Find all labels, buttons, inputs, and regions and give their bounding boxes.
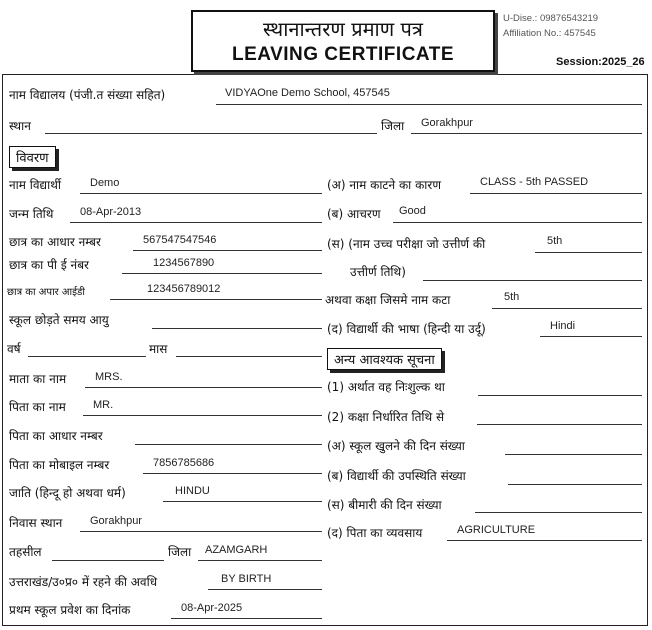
class-left-line — [492, 308, 642, 309]
tehsil-district-value: AZAMGARH — [205, 544, 268, 556]
month-line — [176, 356, 322, 357]
exam-passed-label: (स) (नाम उच्च परीक्षा जो उत्तीर्ण की — [327, 237, 486, 251]
aadhar-line — [133, 250, 322, 251]
occupation-label: (द) पिता का व्यवसाय — [327, 526, 423, 540]
language-label: (द) विद्यार्थी की भाषा (हिन्दी या उर्दू) — [327, 322, 486, 336]
leaving-reason-label: (अ) नाम काटने का कारण — [327, 178, 441, 192]
stay-duration-label: उत्तराखंड/उ०प्र० में रहने की अवधि — [9, 575, 158, 589]
occupation-line — [447, 540, 642, 541]
tehsil-district-label: जिला — [168, 545, 192, 559]
attendance-label: (ब) विद्यार्थी की उपस्थिति संख्या — [327, 469, 466, 483]
father-name-line — [83, 415, 322, 416]
place-label: स्थान — [9, 119, 31, 133]
father-mobile-label: पिता का मोबाइल नम्बर — [9, 458, 110, 472]
father-aadhar-label: पिता का आधार नम्बर — [9, 429, 103, 443]
mother-name-label: माता का नाम — [9, 372, 67, 386]
pen-line — [122, 273, 322, 274]
certificate-frame — [2, 74, 648, 626]
pass-date-label: उत्तीर्ण तिथि) — [350, 265, 406, 279]
apaar-label: छात्र का अपार आईडी — [7, 287, 85, 298]
tehsil-label: तहसील — [9, 545, 42, 559]
caste-line — [163, 501, 322, 502]
district-label: जिला — [381, 119, 405, 133]
title-hindi: स्थानान्तरण प्रमाण पत्र — [263, 17, 423, 41]
class-left-value: 5th — [504, 291, 520, 303]
occupation-value: AGRICULTURE — [457, 524, 536, 536]
year-label: वर्ष — [7, 342, 21, 356]
school-name-line — [216, 104, 642, 105]
student-name-value: Demo — [90, 177, 120, 189]
other-info-heading: अन्य आवश्यक सूचना — [327, 348, 442, 370]
student-name-line — [80, 193, 322, 194]
details-heading: विवरण — [9, 146, 56, 168]
open-days-line — [505, 454, 642, 455]
leaving-reason-line — [470, 193, 642, 194]
age-label: स्कूल छोड़ते समय आयु — [9, 313, 109, 327]
admission-date-line — [171, 618, 322, 619]
exam-passed-line — [535, 252, 642, 253]
affiliation-number: Affiliation No.: 457545 — [503, 28, 596, 39]
dob-label: जन्म तिथि — [9, 207, 54, 221]
attendance-line — [508, 484, 642, 485]
aadhar-value: 567547547546 — [143, 234, 217, 246]
school-name-label: नाम विद्यालय (पंजी.त संख्या सहित) — [9, 88, 166, 102]
father-aadhar-line — [135, 444, 322, 445]
title-box — [191, 10, 495, 72]
dob-value: 08-Apr-2013 — [80, 206, 142, 218]
age-line — [152, 328, 322, 329]
caste-value: HINDU — [175, 485, 210, 497]
mother-name-value: MRS. — [95, 371, 123, 383]
tehsil-line — [52, 560, 164, 561]
session-label: Session:2025_26 — [556, 56, 645, 68]
conduct-label: (ब) आचरण — [327, 207, 381, 221]
stay-duration-value: BY BIRTH — [221, 573, 272, 585]
mother-name-line — [85, 387, 322, 388]
free-label: (1) अर्थात वह निःशुल्क था — [327, 380, 445, 394]
tehsil-district-line — [198, 560, 322, 561]
place-line — [45, 133, 377, 134]
father-mobile-line — [143, 473, 322, 474]
district-line — [411, 133, 642, 134]
pen-label: छात्र का पी ई नंबर — [9, 258, 89, 272]
fixed-date-line — [477, 424, 642, 425]
conduct-value: Good — [399, 205, 426, 217]
language-line — [540, 336, 642, 337]
father-name-label: पिता का नाम — [9, 400, 66, 414]
admission-date-label: प्रथम स्कूल प्रवेश का दिनांक — [9, 603, 131, 617]
dob-line — [70, 222, 322, 223]
residence-line — [80, 531, 322, 532]
year-line — [28, 356, 146, 357]
district-value: Gorakhpur — [421, 117, 473, 129]
exam-passed-value: 5th — [547, 235, 563, 247]
father-name-value: MR. — [93, 399, 114, 411]
father-mobile-value: 7856785686 — [153, 457, 215, 469]
open-days-label: (अ) स्कूल खुलने की दिन संख्या — [327, 439, 465, 453]
residence-label: निवास स्थान — [9, 516, 63, 530]
sick-days-label: (स) बीमारी की दिन संख्या — [327, 498, 442, 512]
fixed-date-label: (2) कक्षा निर्धारित तिथि से — [327, 410, 445, 424]
residence-value: Gorakhpur — [90, 515, 142, 527]
language-value: Hindi — [550, 320, 576, 332]
free-line — [478, 395, 642, 396]
apaar-line — [110, 299, 322, 300]
month-label: मास — [149, 342, 168, 356]
pass-date-line — [423, 280, 642, 281]
stay-duration-line — [208, 589, 322, 590]
pen-value: 1234567890 — [153, 257, 215, 269]
title-english: LEAVING CERTIFICATE — [231, 44, 455, 65]
caste-label: जाति (हिन्दू हो अथवा धर्म) — [9, 486, 126, 500]
school-name-value: VIDYAOne Demo School, 457545 — [225, 87, 390, 99]
student-name-label: नाम विद्यार्थी — [9, 178, 61, 192]
conduct-line — [393, 222, 642, 223]
aadhar-label: छात्र का आधार नम्बर — [9, 235, 101, 249]
apaar-value: 123456789012 — [147, 283, 221, 295]
sick-days-line — [475, 512, 642, 513]
admission-date-value: 08-Apr-2025 — [181, 602, 243, 614]
class-left-label: अथवा कक्षा जिसमे नाम कटा — [325, 293, 451, 307]
udise-number: U-Dise.: 09876543219 — [503, 13, 599, 24]
leaving-reason-value: CLASS - 5th PASSED — [480, 176, 589, 188]
